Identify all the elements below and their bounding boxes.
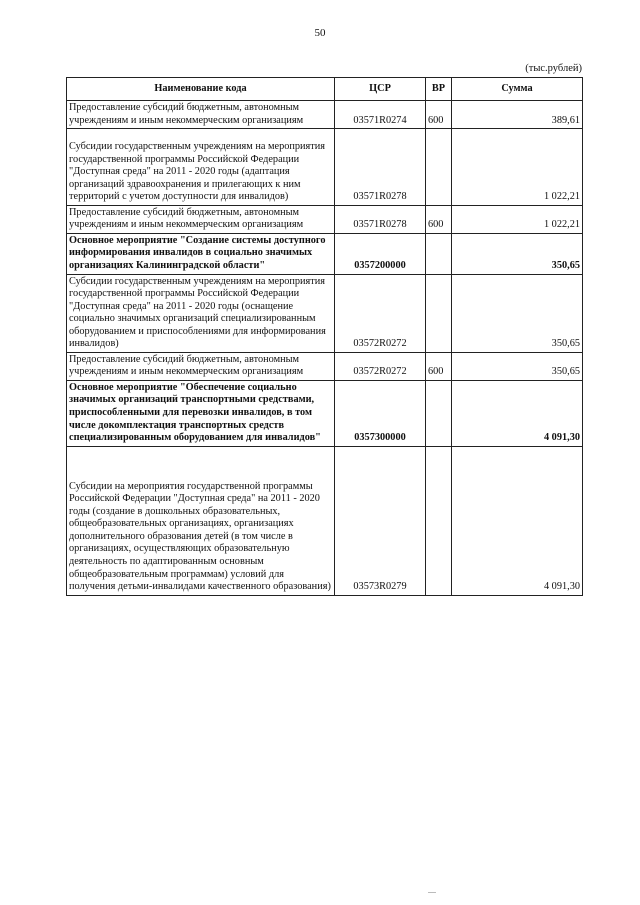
row-vr [426, 129, 452, 206]
table-row [67, 352, 583, 380]
row-name: Субсидии государственным учреждениям на мероприятия государственной программы Российской Федерации "Доступная среда" на 2011 - 2020 годы (адаптация организаций здравоохранения и прилегающих к ним территорий с учетом доступности для инвалидов) [67, 129, 335, 206]
row-csr: 03571R0274 [335, 101, 426, 129]
scan-artifact [428, 892, 436, 893]
row-vr: 600 [426, 101, 452, 129]
row-sum: 4 091,30 [452, 380, 583, 446]
row-name: Основное мероприятие "Создание системы доступного информирования инвалидов в социально значимых организациях Калининградской области" [67, 233, 335, 274]
row-csr: 03571R0278 [335, 205, 426, 233]
row-csr: 03573R0279 [335, 446, 426, 595]
row-sum: 350,65 [452, 233, 583, 274]
row-csr: 03572R0272 [335, 274, 426, 352]
row-name: Предоставление субсидий бюджетным, автономным учреждениям и иным некоммерческим организациям [67, 101, 335, 129]
table-row [67, 205, 583, 233]
row-sum: 389,61 [452, 101, 583, 129]
row-sum: 1 022,21 [452, 205, 583, 233]
row-sum: 1 022,21 [452, 129, 583, 206]
row-vr [426, 274, 452, 352]
header-vr: ВР [426, 78, 452, 101]
row-sum: 4 091,30 [452, 446, 583, 595]
table-row [67, 233, 583, 274]
row-vr [426, 446, 452, 595]
row-name: Предоставление субсидий бюджетным, автономным учреждениям и иным некоммерческим организациям [67, 352, 335, 380]
table-row [67, 446, 583, 595]
row-name: Субсидии на мероприятия государственной программы Российской Федерации "Доступная среда" на 2011 - 2020 годы (создание в дошкольных образовательных, общеобразовательных организациях, организациях дополнительного образования детей (в том числе в организациях, осуществляющих образовательную деятельность по адаптированным основным общеобразовательным программам) условий для получения детьми-инвалидами качественного образования) [67, 446, 335, 595]
row-sum: 350,65 [452, 274, 583, 352]
table-row [67, 380, 583, 446]
table-header-row [67, 78, 583, 101]
row-name: Предоставление субсидий бюджетным, автономным учреждениям и иным некоммерческим организациям [67, 205, 335, 233]
row-vr: 600 [426, 205, 452, 233]
row-name: Субсидии государственным учреждениям на мероприятия государственной программы Российской Федерации "Доступная среда" на 2011 - 2020 годы (оснащение социально значимых организаций специализированным оборудованием и приспособлениями для информирования инвалидов) [67, 274, 335, 352]
row-vr [426, 233, 452, 274]
budget-table [66, 77, 583, 596]
row-csr: 0357200000 [335, 233, 426, 274]
header-sum: Сумма [452, 78, 583, 101]
row-csr: 03572R0272 [335, 352, 426, 380]
units-label: (тыс.рублей) [525, 63, 582, 74]
row-csr: 03571R0278 [335, 129, 426, 206]
table-row [67, 101, 583, 129]
row-sum: 350,65 [452, 352, 583, 380]
row-name: Основное мероприятие "Обеспечение социально значимых организаций транспортными средствами, приспособленными для перевозки инвалидов, в том числе докомплектация транспортных средств специализированным оборудованием для инвалидов" [67, 380, 335, 446]
header-csr: ЦСР [335, 78, 426, 101]
page-number: 50 [314, 27, 326, 39]
header-name: Наименование кода [67, 78, 335, 101]
table-row [67, 274, 583, 352]
row-vr [426, 380, 452, 446]
row-vr: 600 [426, 352, 452, 380]
table-row [67, 129, 583, 206]
row-csr: 0357300000 [335, 380, 426, 446]
